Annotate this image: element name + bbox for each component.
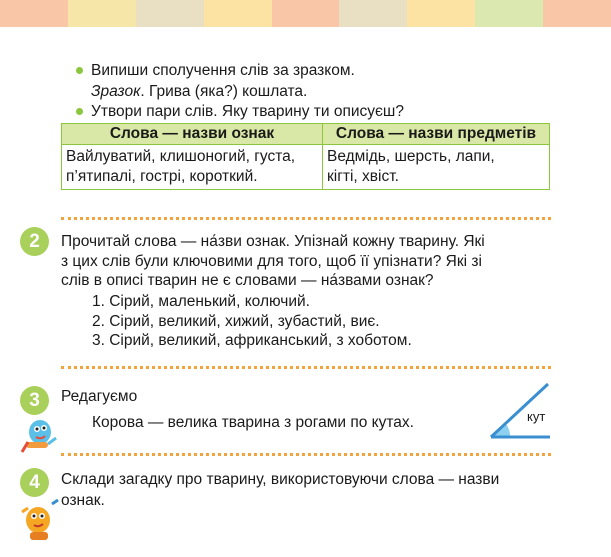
divider [61, 366, 551, 369]
mascot-pencil-icon [16, 498, 60, 542]
task1-example [91, 81, 307, 102]
divider [61, 453, 551, 456]
words-table [61, 123, 550, 190]
task2-item: 1. Сірий, маленький, колючий. [92, 293, 310, 310]
header-stripe [0, 0, 611, 27]
stripe-segment [204, 0, 272, 27]
task1-line3: Утвори пари слів. Яку тварину ти описуєш? [91, 103, 404, 120]
angle-icon [486, 378, 558, 442]
example-text: . Грива (яка?) кошлата. [140, 83, 308, 100]
task2-line: з цих слів були ключовими для того, щоб її упізнати? Які зі [61, 253, 482, 270]
table-header-features: Слова — назви ознак [62, 124, 323, 145]
table-cell-features [62, 145, 323, 190]
stripe-segment [339, 0, 407, 27]
stripe-segment [0, 0, 68, 27]
task2-item: 3. Сірий, великий, африканський, з хоботом. [92, 332, 412, 349]
stripe-segment [543, 0, 611, 27]
table-header-row [62, 124, 550, 145]
task2-item: 2. Сірий, великий, хижий, зубастий, виє. [92, 313, 380, 330]
task3-number-badge: 3 [20, 386, 49, 415]
cell-line: Вайлуватий, клишоногий, густа, [66, 148, 296, 165]
task4-line: Склади загадку про тварину, використовуючи слова — назви [61, 471, 500, 488]
stripe-segment [407, 0, 475, 27]
table-cell-objects [323, 145, 550, 190]
table-row [62, 145, 550, 190]
task3-title: Редагуємо [61, 388, 138, 405]
stripe-segment [136, 0, 204, 27]
example-label: Зразок [91, 83, 141, 100]
stripe-segment [68, 0, 136, 27]
task4-line: ознак. [61, 492, 105, 509]
table-header-objects: Слова — назви предметів [323, 124, 550, 145]
bullet [76, 67, 83, 74]
mascot-pencil-icon [18, 414, 60, 454]
task3-sentence: Корова — велика тварина з рогами по кутах. [92, 414, 414, 431]
stripe-segment [272, 0, 340, 27]
bullet [76, 108, 83, 115]
task2-line: Прочитай слова — на́зви ознак. Упізнай кожну тварину. Які [61, 233, 485, 250]
cell-line: кігті, хвіст. [327, 168, 399, 185]
task1-line1: Випиши сполучення слів за зразком. [91, 62, 355, 79]
cell-line: Ведмідь, шерсть, лапи, [327, 148, 495, 165]
task2-line: слів в описі тварин не є словами — на́звами ознак? [61, 272, 434, 289]
angle-label: кут [527, 409, 546, 424]
task2-number-badge: 2 [20, 227, 49, 256]
task4-number-badge: 4 [20, 468, 49, 497]
cell-line: п’ятипалі, гострі, короткий. [66, 168, 258, 185]
divider [61, 217, 551, 220]
stripe-segment [475, 0, 543, 27]
